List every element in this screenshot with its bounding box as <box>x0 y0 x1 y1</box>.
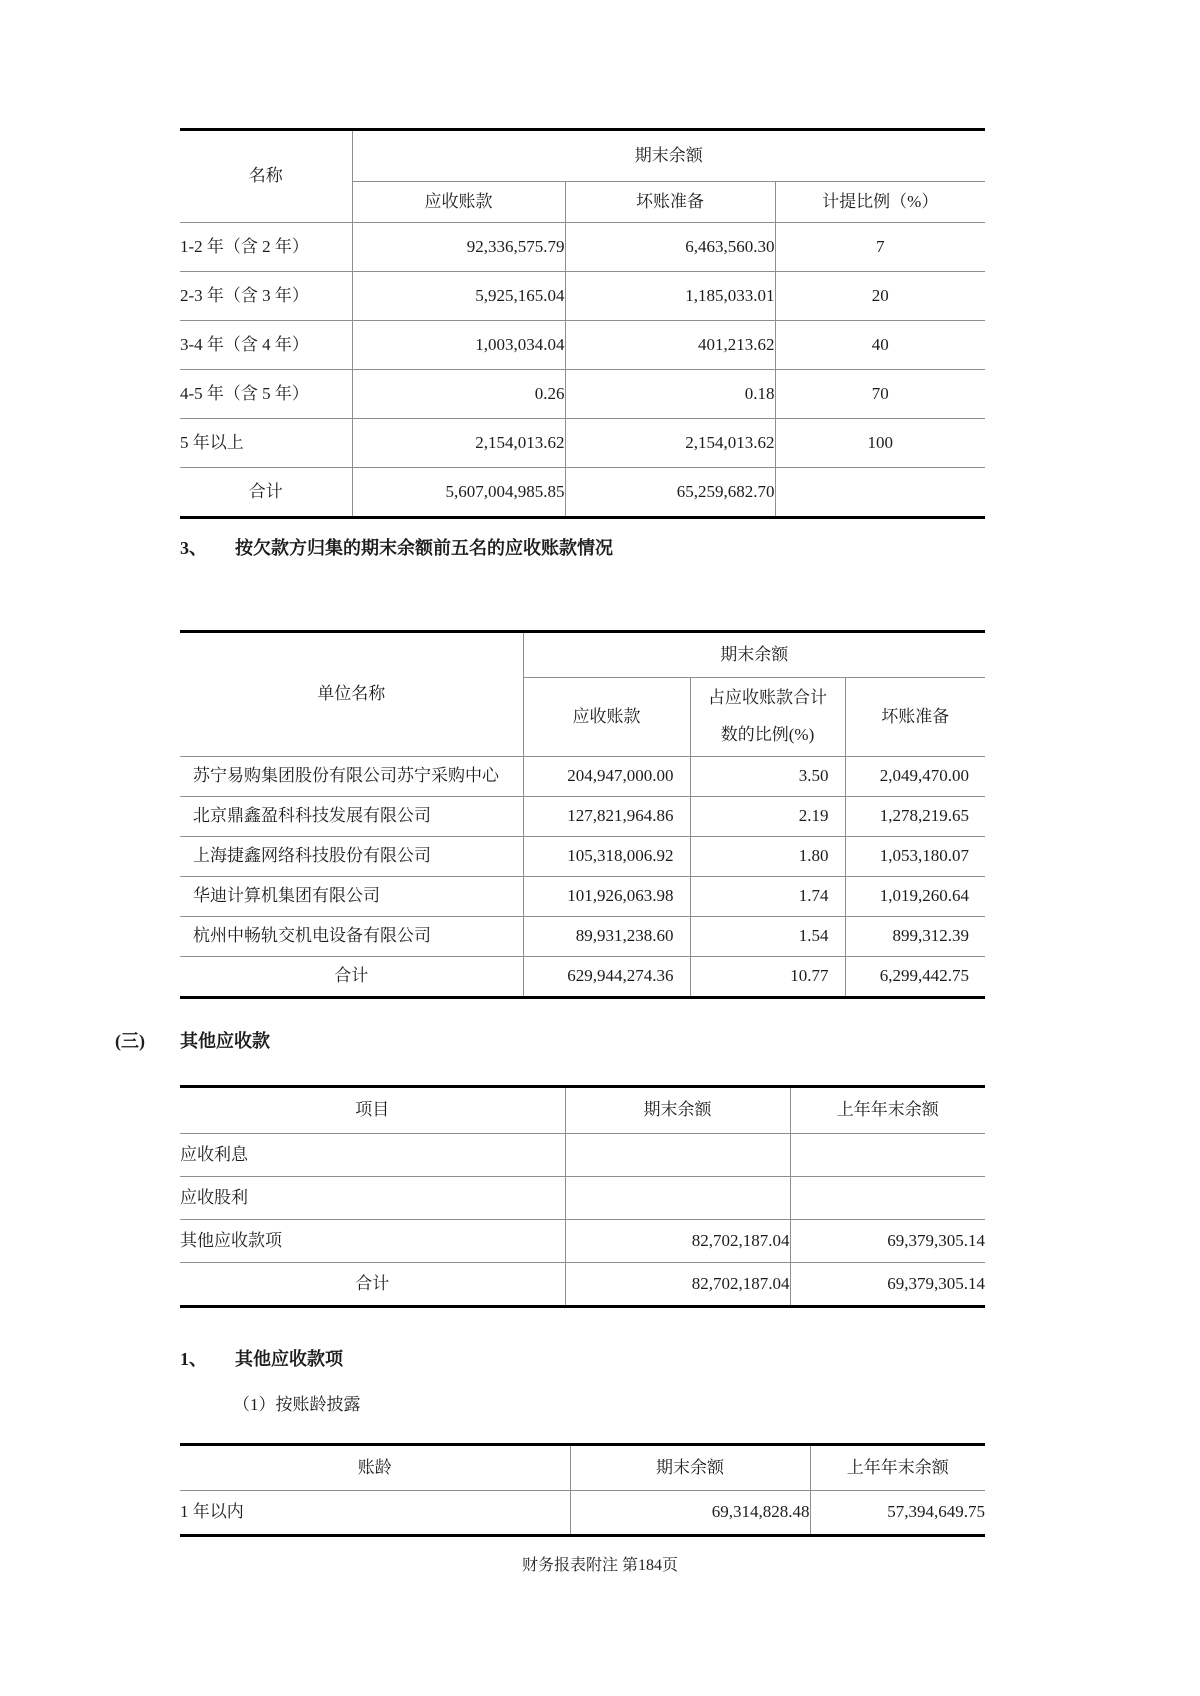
cell-end: 82,702,187.04 <box>565 1263 790 1307</box>
section-number: (三) <box>115 1031 145 1051</box>
cell-ar: 5,925,165.04 <box>352 272 565 321</box>
table-row <box>180 321 985 370</box>
table-row <box>180 272 985 321</box>
table-total-row <box>180 468 985 518</box>
section-heading-top5 <box>180 537 613 560</box>
cell-bad: 6,299,442.75 <box>845 957 985 998</box>
cell-ratio: 7 <box>775 223 985 272</box>
cell-bad: 1,053,180.07 <box>845 837 985 877</box>
cell-entity: 北京鼎鑫盈科科技发展有限公司 <box>180 797 523 837</box>
cell-item: 应收股利 <box>180 1177 565 1220</box>
cell-label: 2-3 年（含 3 年） <box>180 272 352 321</box>
table-row <box>180 917 985 957</box>
table-row <box>180 223 985 272</box>
col-header-entity-name: 单位名称 <box>180 632 523 757</box>
cell-label: 5 年以上 <box>180 419 352 468</box>
cell-ar: 105,318,006.92 <box>523 837 690 877</box>
cell-prev <box>790 1177 985 1220</box>
section-number: 3、 <box>180 538 207 558</box>
cell-ar: 92,336,575.79 <box>352 223 565 272</box>
cell-ratio: 1.54 <box>690 917 845 957</box>
cell-bad: 1,278,219.65 <box>845 797 985 837</box>
table-row <box>180 419 985 468</box>
cell-entity: 苏宁易购集团股份有限公司苏宁采购中心 <box>180 757 523 797</box>
table-row <box>180 877 985 917</box>
cell-prev: 69,379,305.14 <box>790 1263 985 1307</box>
cell-bad: 2,154,013.62 <box>565 419 775 468</box>
cell-ratio: 40 <box>775 321 985 370</box>
table-row <box>180 370 985 419</box>
cell-entity: 华迪计算机集团有限公司 <box>180 877 523 917</box>
top5-debtors-table <box>180 630 985 999</box>
cell-ratio: 20 <box>775 272 985 321</box>
header-row-group <box>180 632 985 678</box>
cell-bad: 2,049,470.00 <box>845 757 985 797</box>
cell-ar: 127,821,964.86 <box>523 797 690 837</box>
cell-bad: 0.18 <box>565 370 775 419</box>
cell-end: 82,702,187.04 <box>565 1220 790 1263</box>
cell-ar: 0.26 <box>352 370 565 419</box>
cell-aging: 1 年以内 <box>180 1491 570 1536</box>
other-receivables-table <box>180 1085 985 1308</box>
table-row <box>180 797 985 837</box>
cell-ar: 629,944,274.36 <box>523 957 690 998</box>
cell-ar: 101,926,063.98 <box>523 877 690 917</box>
table-row <box>180 1134 985 1177</box>
other-receivables-aging-table <box>180 1443 985 1537</box>
header-row-group <box>180 130 985 182</box>
cell-bad: 65,259,682.70 <box>565 468 775 518</box>
col-header-ending-balance: 期末余额 <box>570 1445 810 1491</box>
cell-label: 1-2 年（含 2 年） <box>180 223 352 272</box>
cell-ratio: 1.74 <box>690 877 845 917</box>
cell-ar: 5,607,004,985.85 <box>352 468 565 518</box>
col-header-provision-ratio: 计提比例（%） <box>775 182 985 223</box>
cell-bad: 899,312.39 <box>845 917 985 957</box>
table-row <box>180 1177 985 1220</box>
section-title: 其他应收款 <box>180 1031 270 1051</box>
cell-ar: 2,154,013.62 <box>352 419 565 468</box>
col-header-item: 项目 <box>180 1087 565 1134</box>
cell-total-label: 合计 <box>180 468 352 518</box>
col-header-ratio-of-total: 占应收账款合计数的比例(%) <box>690 678 845 757</box>
header-row <box>180 1087 985 1134</box>
page-footer: 财务报表附注 第184页 <box>521 1557 678 1574</box>
header-row <box>180 1445 985 1491</box>
col-header-name: 名称 <box>180 130 352 223</box>
col-header-accounts-receivable: 应收账款 <box>523 678 690 757</box>
col-header-ending-balance: 期末余额 <box>352 130 985 182</box>
section-heading-other-items <box>180 1348 343 1371</box>
col-header-aging: 账龄 <box>180 1445 570 1491</box>
cell-bad: 1,185,033.01 <box>565 272 775 321</box>
cell-end <box>565 1134 790 1177</box>
cell-ar: 89,931,238.60 <box>523 917 690 957</box>
cell-item: 应收利息 <box>180 1134 565 1177</box>
cell-ratio: 2.19 <box>690 797 845 837</box>
col-header-accounts-receivable: 应收账款 <box>352 182 565 223</box>
cell-entity: 上海捷鑫网络科技股份有限公司 <box>180 837 523 877</box>
section-title: 其他应收款项 <box>235 1349 343 1369</box>
cell-prev <box>790 1134 985 1177</box>
cell-label: 3-4 年（含 4 年） <box>180 321 352 370</box>
cell-bad: 1,019,260.64 <box>845 877 985 917</box>
cell-label: 4-5 年（含 5 年） <box>180 370 352 419</box>
col-header-ending-balance: 期末余额 <box>565 1087 790 1134</box>
col-header-bad-debt: 坏账准备 <box>845 678 985 757</box>
col-header-prior-year-balance: 上年年末余额 <box>810 1445 985 1491</box>
cell-prev: 69,379,305.14 <box>790 1220 985 1263</box>
table-row <box>180 837 985 877</box>
table-row <box>180 1220 985 1263</box>
cell-ratio: 100 <box>775 419 985 468</box>
cell-item: 其他应收款项 <box>180 1220 565 1263</box>
section-heading-other-receivables <box>115 1030 270 1053</box>
cell-total-label: 合计 <box>180 1263 565 1307</box>
cell-ar: 204,947,000.00 <box>523 757 690 797</box>
cell-ratio: 1.80 <box>690 837 845 877</box>
cell-ratio: 3.50 <box>690 757 845 797</box>
section-title: 按欠款方归集的期末余额前五名的应收账款情况 <box>235 538 613 558</box>
cell-entity: 杭州中畅轨交机电设备有限公司 <box>180 917 523 957</box>
col-header-bad-debt: 坏账准备 <box>565 182 775 223</box>
table-total-row <box>180 957 985 998</box>
cell-ratio <box>775 468 985 518</box>
cell-bad: 401,213.62 <box>565 321 775 370</box>
table-row <box>180 757 985 797</box>
col-header-ending-balance: 期末余额 <box>523 632 985 678</box>
section-number: 1、 <box>180 1349 207 1369</box>
cell-ratio: 10.77 <box>690 957 845 998</box>
cell-ar: 1,003,034.04 <box>352 321 565 370</box>
cell-end <box>565 1177 790 1220</box>
table-total-row <box>180 1263 985 1307</box>
subsection-heading-aging-disclosure: （1）按账龄披露 <box>233 1395 361 1414</box>
table-row <box>180 1491 985 1536</box>
cell-ratio: 70 <box>775 370 985 419</box>
col-header-prior-year-balance: 上年年末余额 <box>790 1087 985 1134</box>
cell-bad: 6,463,560.30 <box>565 223 775 272</box>
aging-provision-table <box>180 128 985 519</box>
cell-prev: 57,394,649.75 <box>810 1491 985 1536</box>
cell-total-label: 合计 <box>180 957 523 998</box>
cell-end: 69,314,828.48 <box>570 1491 810 1536</box>
